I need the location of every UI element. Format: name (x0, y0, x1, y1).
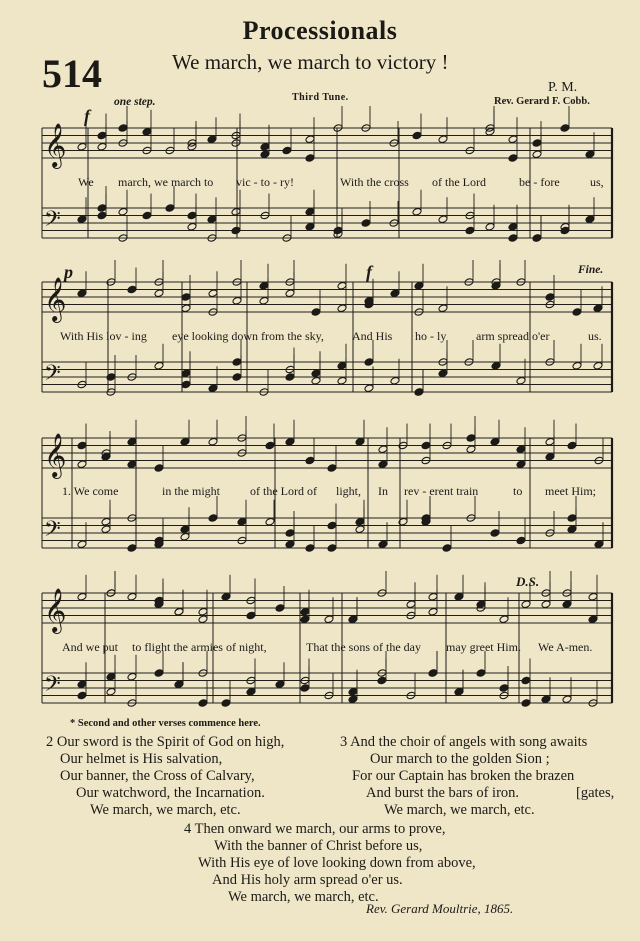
notehead (562, 600, 572, 609)
noteheads (77, 106, 604, 707)
lyric: in the might (162, 484, 220, 498)
notehead (77, 441, 87, 450)
notehead (390, 289, 400, 298)
notehead (154, 464, 164, 473)
lyric: That the sons of the day (306, 640, 421, 654)
notehead (282, 146, 292, 155)
notehead (521, 600, 531, 609)
verse-line: 3 And the choir of angels with song awaits (340, 734, 588, 750)
notehead (221, 699, 231, 708)
notehead (180, 437, 190, 446)
lyric: us, (590, 175, 604, 189)
notehead (127, 592, 137, 601)
notehead (454, 592, 464, 601)
notehead (588, 592, 598, 601)
notehead (355, 437, 365, 446)
lyric: arm spread o'er (476, 329, 550, 343)
notehead (438, 135, 448, 144)
notehead (311, 369, 321, 378)
notehead (174, 607, 184, 616)
notehead (97, 131, 107, 140)
notehead (567, 514, 577, 523)
lyric: rev - erent train (404, 484, 479, 498)
meter: P. M. (548, 80, 578, 95)
notehead (77, 691, 87, 700)
notehead (208, 437, 218, 446)
notehead (165, 204, 175, 213)
notehead (305, 222, 315, 231)
notehead (438, 215, 448, 224)
notehead (285, 373, 295, 382)
notehead (275, 604, 285, 613)
notehead (560, 226, 570, 235)
verse-line: Our helmet is His salvation, (60, 751, 223, 767)
notehead (180, 525, 190, 534)
notehead (508, 135, 518, 144)
notehead (567, 441, 577, 450)
notehead (181, 304, 191, 313)
notehead (106, 687, 116, 696)
lyric: to flight the armies of night, (132, 640, 267, 654)
verse-line: 4 Then onward we march, our arms to prove, (184, 821, 446, 837)
notehead (541, 600, 551, 609)
notehead (377, 676, 387, 685)
notehead (118, 124, 128, 133)
notehead (476, 669, 486, 678)
notehead (521, 676, 531, 685)
notehead (305, 207, 315, 216)
notehead (127, 672, 137, 681)
notehead (127, 437, 137, 446)
notehead (77, 289, 87, 298)
notehead (77, 460, 87, 469)
notehead (77, 592, 87, 601)
notehead (127, 544, 137, 553)
notehead (361, 219, 371, 228)
verse-line: With the banner of Christ before us, (214, 838, 423, 854)
notehead (198, 699, 208, 708)
lyric: With the cross (340, 175, 409, 189)
notehead (562, 695, 572, 704)
notehead (311, 308, 321, 317)
notehead (231, 207, 241, 216)
notehead (516, 445, 526, 454)
notehead (285, 437, 295, 446)
notehead (337, 376, 347, 385)
treble-clef-icon: 𝄞 (44, 123, 67, 167)
verse-line: We march, we march, etc. (384, 802, 535, 818)
notehead (428, 607, 438, 616)
verse-4 (184, 821, 476, 906)
notehead (428, 669, 438, 678)
notehead (521, 699, 531, 708)
lyric: And His (352, 329, 393, 343)
notehead (300, 684, 310, 693)
notehead (572, 308, 582, 317)
notehead (237, 517, 247, 526)
notehead (208, 514, 218, 523)
dynamic-forte-2: f (366, 262, 372, 282)
tempo-marking: one step. (114, 96, 156, 108)
lyric: meet Him; (545, 484, 596, 498)
footnote: * Second and other verses commence here. (70, 718, 261, 729)
notehead (485, 127, 495, 136)
notehead (187, 142, 197, 151)
notehead (142, 127, 152, 136)
dynamic-piano: p (64, 262, 73, 282)
notehead (77, 215, 87, 224)
notehead (476, 600, 486, 609)
notehead (246, 611, 256, 620)
notehead (588, 615, 598, 624)
bass-clef-icon: 𝄢 (44, 361, 61, 391)
notehead (127, 460, 137, 469)
notehead (232, 358, 242, 367)
notehead (187, 222, 197, 231)
notehead (545, 452, 555, 461)
notehead (355, 517, 365, 526)
notehead (265, 441, 275, 450)
lyric: light, (336, 484, 362, 498)
notehead (355, 525, 365, 534)
lyric: With His lov - ing (60, 329, 147, 343)
lyric: us. (588, 329, 602, 343)
notehead (300, 615, 310, 624)
notehead (421, 441, 431, 450)
notehead (491, 281, 501, 290)
lyric: We A-men. (538, 640, 593, 654)
notehead (101, 525, 111, 534)
dal-segno-marking: D.S. (516, 574, 540, 589)
tune-label: Third Tune. (292, 92, 349, 103)
notehead (490, 529, 500, 538)
notehead (567, 525, 577, 534)
notehead (207, 215, 217, 224)
lyric: We (78, 175, 94, 189)
notehead (259, 296, 269, 305)
notehead (181, 369, 191, 378)
notehead (337, 304, 347, 313)
notehead (337, 281, 347, 290)
notehead (246, 687, 256, 696)
verse-line: With His eye of love looking down from above, (198, 855, 476, 871)
notehead (508, 222, 518, 231)
lyric: may greet Him. (446, 640, 521, 654)
notehead (265, 517, 275, 526)
notehead (231, 226, 241, 235)
notehead (154, 361, 164, 370)
verse-3 (340, 734, 587, 819)
notehead (181, 293, 191, 302)
notehead (187, 211, 197, 220)
lyric: be - fore (519, 175, 560, 189)
notehead (260, 150, 270, 159)
notehead (337, 361, 347, 370)
notehead (378, 540, 388, 549)
notehead (101, 517, 111, 526)
lyric: vic - to - ry! (236, 175, 294, 189)
notehead (348, 687, 358, 696)
notehead (305, 154, 315, 163)
lyric: In (378, 484, 388, 498)
fine-marking: Fine. (578, 264, 604, 276)
notehead (180, 532, 190, 541)
notehead (77, 540, 87, 549)
notehead (327, 464, 337, 473)
notehead (364, 358, 374, 367)
notehead (97, 142, 107, 151)
notehead (594, 540, 604, 549)
notehead (390, 376, 400, 385)
lyric: ho - ly (415, 329, 447, 343)
verse-line: Our banner, the Cross of Calvary, (60, 768, 255, 784)
notehead (364, 384, 374, 393)
notehead (285, 529, 295, 538)
notehead (532, 139, 542, 148)
hymn-number: 514 (42, 51, 102, 96)
treble-clef-icon: 𝄞 (44, 433, 67, 477)
verse-line: And burst the bars of iron. (366, 785, 520, 801)
notehead (454, 687, 464, 696)
lyric: of the Lord (432, 175, 486, 189)
bass-clef-icon: 𝄢 (44, 517, 61, 547)
notehead (181, 380, 191, 389)
notehead (560, 124, 570, 133)
page-header: Processionals (242, 16, 398, 45)
notehead (142, 211, 152, 220)
verse-line: Our watchword, the Incarnation. (76, 785, 265, 801)
notehead (438, 369, 448, 378)
notehead (532, 150, 542, 159)
lyric: 1. We come (62, 484, 119, 498)
notehead (541, 695, 551, 704)
notehead (324, 615, 334, 624)
clefs (44, 123, 66, 702)
treble-clef-icon: 𝄞 (44, 588, 67, 632)
lyric: eye looking down from the sky, (172, 329, 324, 343)
notehead (572, 361, 582, 370)
notehead (97, 211, 107, 220)
notehead (516, 460, 526, 469)
notehead (232, 373, 242, 382)
notehead (545, 293, 555, 302)
notehead (466, 434, 476, 443)
notehead (585, 215, 595, 224)
notehead (154, 289, 164, 298)
notehead (406, 600, 416, 609)
notehead (285, 540, 295, 549)
lyric: to (513, 484, 523, 498)
notehead (198, 615, 208, 624)
notehead (516, 376, 526, 385)
notehead (285, 289, 295, 298)
notehead (275, 680, 285, 689)
notehead (127, 285, 137, 294)
verse-line: Our march to the golden Sion ; (370, 751, 550, 767)
verse-line: 2 Our sword is the Spirit of God on high, (46, 734, 285, 750)
notehead (508, 234, 518, 243)
notehead (585, 150, 595, 159)
notehead (348, 695, 358, 704)
notehead (305, 544, 315, 553)
notehead (174, 680, 184, 689)
notehead (198, 607, 208, 616)
notehead (499, 684, 509, 693)
attribution: Rev. Gerard Moultrie, 1865. (366, 901, 514, 916)
notehead (499, 615, 509, 624)
lyric: march, we march to (118, 175, 214, 189)
notehead (97, 204, 107, 213)
notehead (412, 131, 422, 140)
notehead (442, 544, 452, 553)
notehead (545, 437, 555, 446)
notehead (593, 304, 603, 313)
notehead (428, 592, 438, 601)
composer: Rev. Gerard F. Cobb. (494, 96, 590, 107)
verse-line: We march, we march, etc. (228, 889, 379, 905)
verse-2 (46, 734, 284, 819)
notehead (465, 226, 475, 235)
notehead (593, 361, 603, 370)
notehead (208, 289, 218, 298)
treble-clef-icon: 𝄞 (44, 277, 67, 321)
verse-line: For our Captain has broken the brazen (352, 768, 575, 784)
lyric: And we put (62, 640, 118, 654)
notehead (412, 207, 422, 216)
notehead (77, 680, 87, 689)
notehead (101, 452, 111, 461)
notehead (118, 207, 128, 216)
notehead (232, 296, 242, 305)
notehead (207, 135, 217, 144)
notehead (300, 607, 310, 616)
notehead (466, 445, 476, 454)
notehead (508, 154, 518, 163)
notehead (491, 361, 501, 370)
notehead (106, 672, 116, 681)
hymn-title: We march, we march to victory ! (172, 50, 449, 74)
verse-line: And His holy arm spread o'er us. (212, 872, 403, 888)
lyric: of the Lord of (250, 484, 317, 498)
notehead (438, 304, 448, 313)
verse-3-runover: [gates, (576, 785, 615, 801)
notehead (414, 281, 424, 290)
notehead (77, 142, 87, 151)
notehead (516, 536, 526, 545)
notehead (378, 445, 388, 454)
notehead (305, 456, 315, 465)
dynamic-forte-1: f (84, 106, 90, 126)
notehead (259, 281, 269, 290)
notehead (485, 222, 495, 231)
notehead (260, 142, 270, 151)
notehead (154, 669, 164, 678)
notehead (532, 234, 542, 243)
verse-line: We march, we march, etc. (90, 802, 241, 818)
notehead (208, 384, 218, 393)
notehead (305, 135, 315, 144)
notehead (327, 521, 337, 530)
notehead (490, 437, 500, 446)
notehead (311, 376, 321, 385)
notehead (221, 592, 231, 601)
notehead (327, 544, 337, 553)
bass-clef-icon: 𝄢 (44, 207, 61, 237)
bass-clef-icon: 𝄢 (44, 672, 61, 702)
notehead (378, 460, 388, 469)
